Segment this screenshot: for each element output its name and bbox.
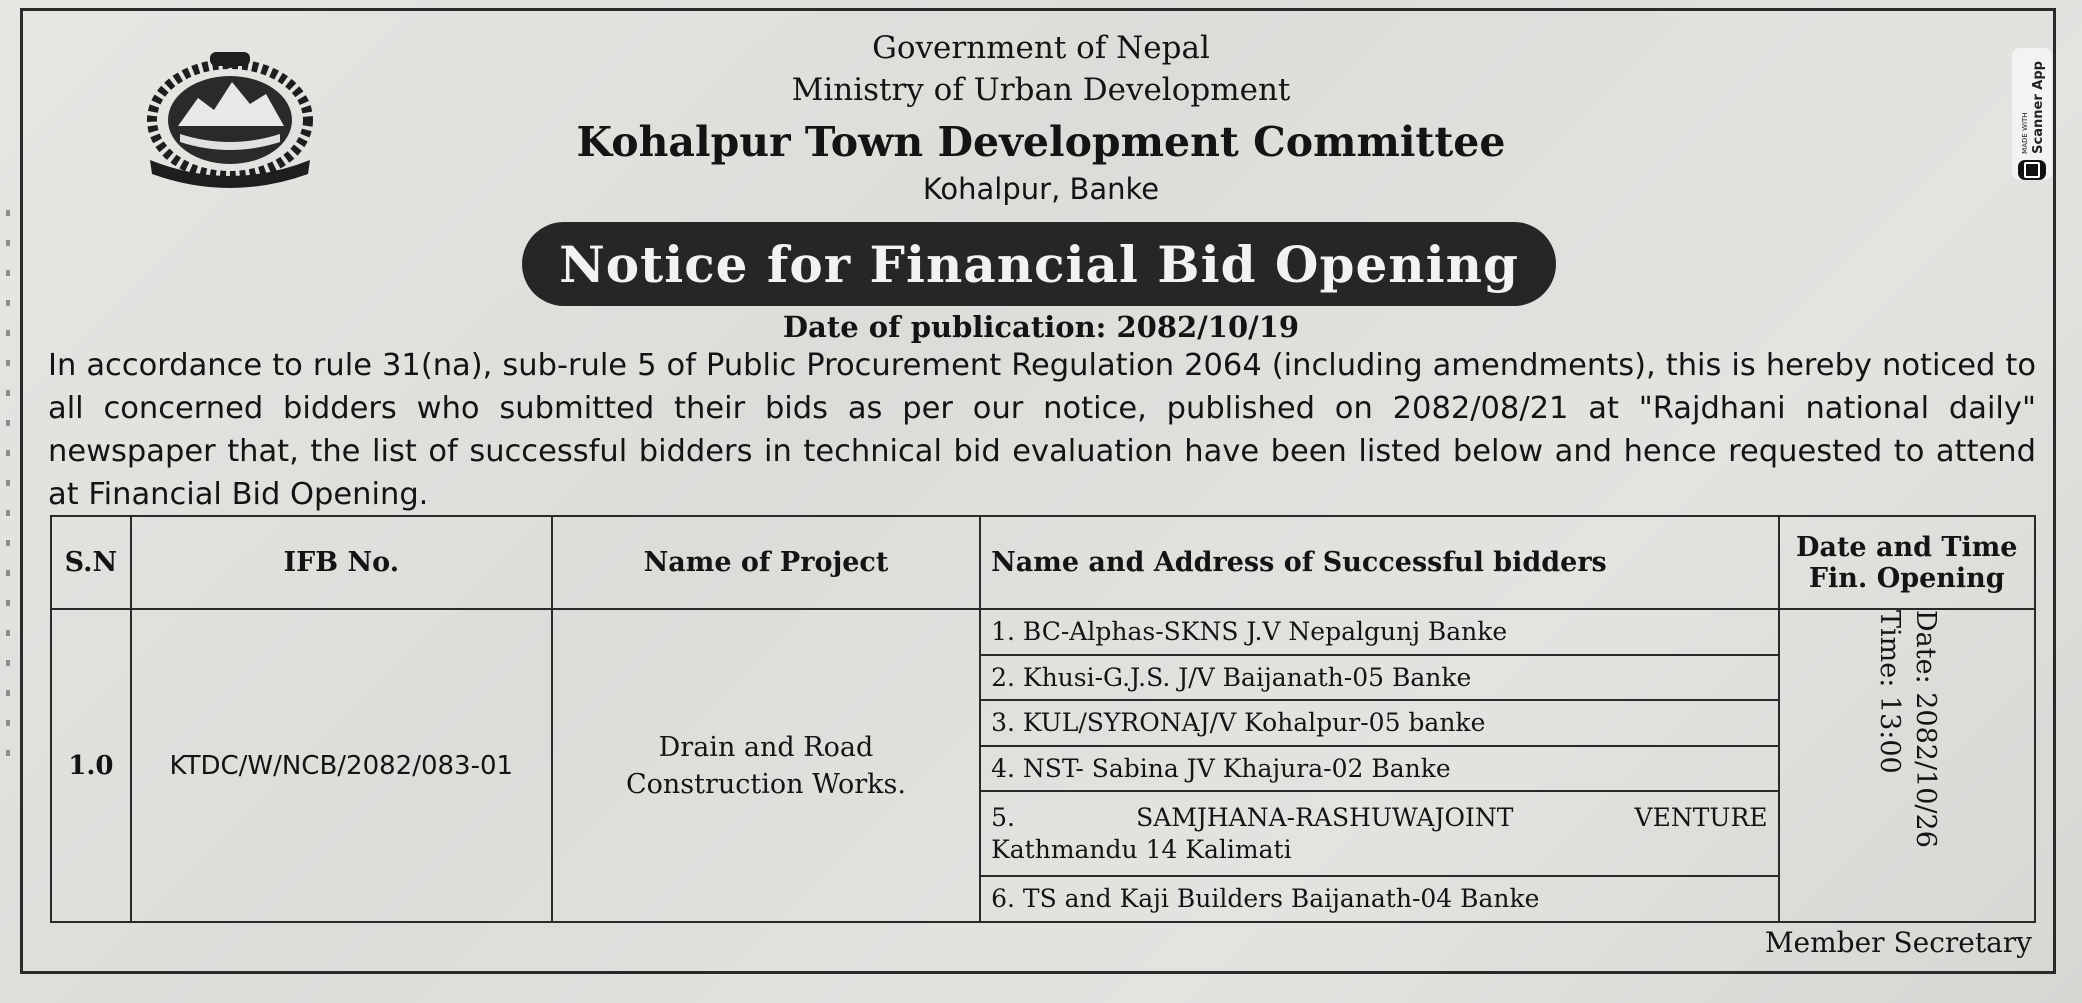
header-project: Name of Project <box>552 516 980 609</box>
scanner-app-badge[interactable] <box>2012 48 2052 180</box>
opening-date: Date: 2082/10/26 <box>1909 610 1941 849</box>
row-project <box>552 609 980 922</box>
bidders-table <box>50 515 2036 923</box>
notice-title-banner <box>522 222 1556 306</box>
bidder-5 <box>980 791 1778 876</box>
binding-dots <box>6 210 10 770</box>
bidder-5-suffix: VENTURE <box>1634 802 1768 832</box>
scanner-badge-line2: Scanner <box>2031 94 2046 154</box>
header-datetime-line1: Date and Time <box>1796 531 2018 563</box>
ministry-line: Ministry of Urban Development <box>791 72 1291 108</box>
committee-location: Kohalpur, Banke <box>922 172 1160 206</box>
header-ifb: IFB No. <box>131 516 552 609</box>
project-line2: Construction Works. <box>625 768 906 800</box>
committee-name: Kohalpur Town Development Committee <box>576 118 1506 166</box>
bidder-6: 6. TS and Kaji Builders Baijanath-04 Banke <box>980 876 1778 922</box>
header-datetime-line2: Fin. Opening <box>1808 562 2005 594</box>
header-bidders: Name and Address of Successful bidders <box>980 516 1778 609</box>
scanner-badge-text <box>2018 54 2046 154</box>
row-sn: 1.0 <box>51 609 131 922</box>
bidder-5-address: Kathmandu 14 Kalimati <box>991 834 1292 864</box>
row-ifb: KTDC/W/NCB/2082/083-01 <box>131 609 552 922</box>
bidder-4: 4. NST- Sabina JV Khajura-02 Banke <box>980 746 1778 792</box>
opening-datetime <box>1871 610 1943 848</box>
bidder-3: 3. KUL/SYRONAJ/V Kohalpur-05 banke <box>980 700 1778 746</box>
header-sn: S.N <box>51 516 131 609</box>
bidder-5-number: 5. <box>991 802 1015 832</box>
government-line: Government of Nepal <box>872 30 1210 66</box>
opening-time: Time: 13:00 <box>1873 610 1905 774</box>
scanner-badge-line1: MADE WITH <box>2021 112 2029 154</box>
bidder-1: 1. BC-Alphas-SKNS J.V Nepalgunj Banke <box>980 609 1778 655</box>
row-datetime <box>1779 609 2035 922</box>
project-line1: Drain and Road <box>658 731 874 763</box>
bidder-5-name: SAMJHANA-RASHUWAJOINT <box>1136 802 1514 832</box>
notice-body: In accordance to rule 31(na), sub-rule 5 of Public Procurement Regulation 2064 (including amendments), this is hereby noticed to all concerned bidders who submitted their bids as per our notice, published on 2082/08/21 at "Rajdhani national daily" newspaper that, the list of successful bidders in technical bid evaluation have been listed below and hence requested to attend at Financial Bid Opening. <box>48 348 2036 512</box>
table-row <box>51 609 2035 655</box>
signature-member-secretary: Member Secretary <box>1764 926 2032 959</box>
table-header-row <box>51 516 2035 609</box>
header-datetime <box>1779 516 2035 609</box>
notice-title: Notice for Financial Bid Opening <box>559 234 1519 294</box>
publication-date: Date of publication: 2082/10/19 <box>782 310 1300 344</box>
bidder-2: 2. Khusi-G.J.S. J/V Baijanath-05 Banke <box>980 655 1778 701</box>
scanner-app-icon <box>2018 160 2046 180</box>
scanner-badge-line3: App <box>2031 61 2046 90</box>
